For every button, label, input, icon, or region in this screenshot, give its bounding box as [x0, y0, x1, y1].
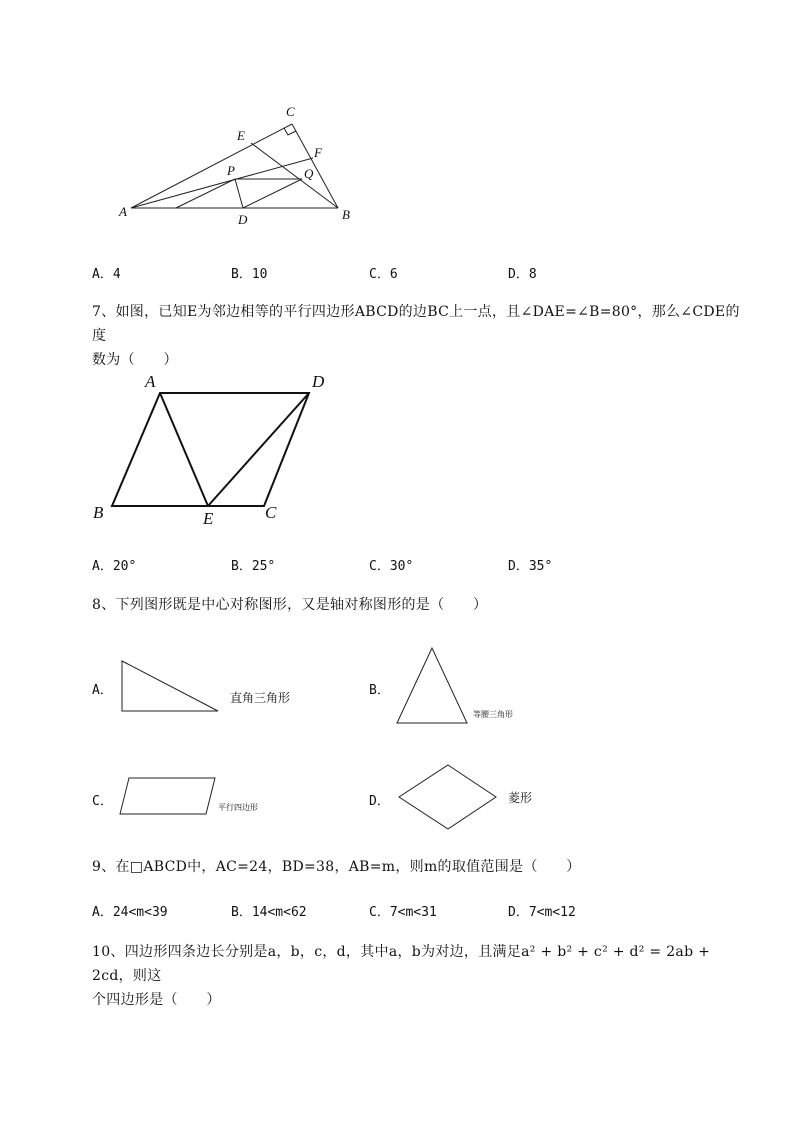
q8-option-b-key: B．: [369, 683, 390, 698]
label-E: E: [237, 128, 245, 143]
label-E: E: [203, 509, 214, 528]
q10-text: [92, 940, 742, 1012]
label-A: A: [145, 372, 156, 391]
q7-option-b: B．25°: [231, 559, 276, 574]
label-A: A: [119, 204, 127, 219]
label-C: C: [265, 503, 277, 522]
label-Q: Q: [304, 166, 314, 181]
q7-line-2: 数为（ ）: [92, 352, 178, 368]
q8-option-a-caption: 直角三角形: [230, 691, 291, 705]
q8-option-c-caption: 平行四边形: [218, 803, 258, 812]
label-D: D: [312, 372, 325, 391]
isosceles-triangle-shape: [397, 648, 467, 723]
label-B: B: [93, 503, 104, 522]
q6-option-d: D．8: [508, 267, 537, 282]
label-B: B: [342, 207, 350, 222]
q9-option-b: B．14<m<62: [231, 905, 307, 920]
q7-option-d: D．35°: [508, 559, 553, 574]
q8-option-b-caption: 等腰三角形: [473, 710, 513, 719]
q7-line-1: 7、如图，已知E为邻边相等的平行四边形ABCD的边BC上一点，且∠DAE=∠B=80°，那么∠CDE的度: [92, 304, 740, 344]
q6-option-b: B．10: [231, 267, 268, 282]
q7-option-c: C．30°: [369, 559, 414, 574]
q7-option-a: A．20°: [92, 559, 137, 574]
q8-option-d-caption: 菱形: [508, 791, 533, 805]
q8-option-c-key: C．: [92, 794, 113, 809]
label-P: P: [227, 163, 235, 178]
label-F: F: [314, 145, 322, 160]
q9-text: 9、在□ABCD中，AC=24，BD=38，AB=m，则m的取值范围是（ ）: [92, 859, 581, 875]
label-D: D: [238, 212, 248, 227]
q10-line-2: 个四边形是（ ）: [92, 992, 221, 1008]
label-C: C: [286, 104, 295, 119]
rhombus-shape: [399, 765, 496, 829]
q8-text: 8、下列图形既是中心对称图形，又是轴对称图形的是（ ）: [92, 597, 488, 613]
q9-option-c: C．7<m<31: [369, 905, 437, 920]
q10-line-1: 10、四边形四条边长分别是a，b，c，d，其中a，b为对边，且满足a² + b² + c² + d² = 2ab + 2cd，则这: [92, 944, 711, 984]
q8-option-a-key: A．: [92, 683, 113, 698]
q9-option-d: D．7<m<12: [508, 905, 576, 920]
right-triangle-shape: [122, 661, 218, 711]
q8-option-d-key: D．: [369, 794, 390, 809]
q9-option-a: A．24<m<39: [92, 905, 168, 920]
parallelogram-shape: [120, 778, 215, 814]
q6-option-c: C．6: [369, 267, 398, 282]
q6-option-a: A．4: [92, 267, 121, 282]
